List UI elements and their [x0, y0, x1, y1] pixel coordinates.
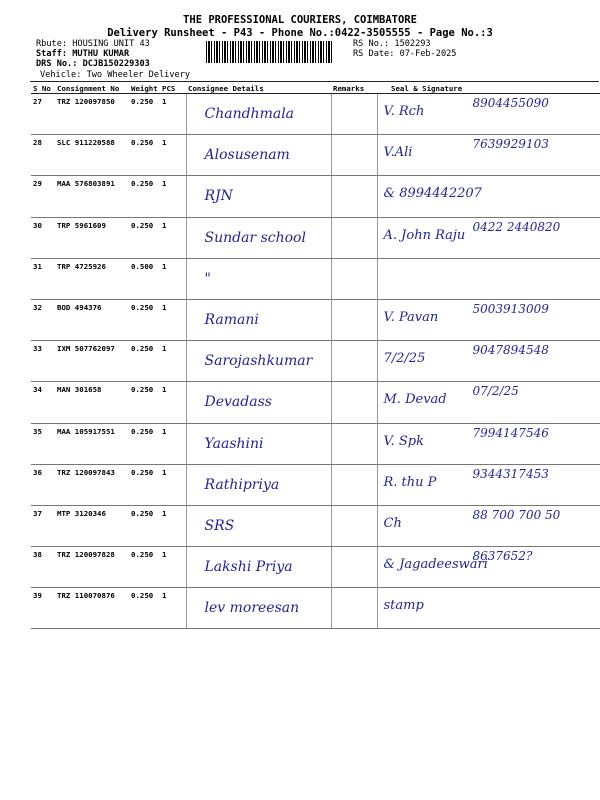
table-row — [31, 341, 600, 382]
row-pcs: 1 — [160, 341, 186, 382]
company-title: THE PROFESSIONAL COURIERS, COIMBATORE — [183, 14, 417, 26]
header-weight: Weight — [129, 84, 160, 94]
row-consignment-no: IXM 507762097 — [55, 341, 129, 382]
row-pcs: 1 — [160, 94, 186, 135]
row-weight: 0.250 — [129, 423, 160, 464]
header-remarks: Remarks — [331, 84, 377, 94]
row-remarks — [331, 341, 377, 382]
header-consignment: Consignment No — [55, 84, 129, 94]
row-consignee-cell — [186, 258, 331, 299]
row-consignee-cell — [186, 299, 331, 340]
row-pcs: 1 — [160, 258, 186, 299]
row-pcs: 1 — [160, 505, 186, 546]
consignee-handwriting: Rathipriya — [204, 476, 280, 493]
row-sno: 27 — [31, 94, 55, 135]
header-consignee: Consignee Details — [186, 84, 331, 94]
table-row — [31, 176, 600, 217]
consignee-handwriting: lev moreesan — [204, 600, 300, 617]
vehicle-label: Vehicle: Two Wheeler Delivery — [40, 70, 191, 80]
row-consignment-no: TRZ 120097828 — [55, 547, 129, 588]
row-weight: 0.250 — [129, 382, 160, 423]
drs-label: DRS No.: DCJB150229303 — [36, 59, 150, 69]
consignee-handwriting: Alosusenam — [204, 147, 290, 164]
row-weight: 0.250 — [129, 341, 160, 382]
phone-handwriting: 5003913009 — [472, 301, 549, 316]
row-signature-cell — [377, 547, 600, 588]
phone-handwriting: 0422 2440820 — [472, 219, 561, 234]
row-signature-cell — [377, 299, 600, 340]
row-signature-cell — [377, 505, 600, 546]
row-consignment-no: TRZ 120097843 — [55, 464, 129, 505]
row-weight: 0.250 — [129, 299, 160, 340]
row-sno: 36 — [31, 464, 55, 505]
row-remarks — [331, 217, 377, 258]
table-row — [31, 135, 600, 176]
table-row — [31, 299, 600, 340]
header-sno: S No — [31, 84, 55, 94]
row-sno: 34 — [31, 382, 55, 423]
row-weight: 0.250 — [129, 464, 160, 505]
row-consignee-cell — [186, 382, 331, 423]
table-row — [31, 258, 600, 299]
phone-handwriting: 7639929103 — [472, 137, 549, 152]
signature-handwriting: V.Ali — [383, 145, 413, 161]
row-weight: 0.250 — [129, 547, 160, 588]
row-consignee-cell — [186, 588, 331, 629]
row-consignment-no: MTP 3120346 — [55, 505, 129, 546]
row-pcs: 1 — [160, 382, 186, 423]
row-sno: 30 — [31, 217, 55, 258]
row-remarks — [331, 135, 377, 176]
signature-handwriting: 7/2/25 — [383, 351, 426, 367]
signature-handwriting: M. Devad — [383, 392, 447, 408]
consignee-handwriting: Sundar school — [204, 229, 306, 246]
row-signature-cell — [377, 588, 600, 629]
runsheet-subtitle: Delivery Runsheet - P43 - Phone No.:0422-3505555 - Page No.:3 — [107, 27, 493, 39]
table-row — [31, 423, 600, 464]
row-pcs: 1 — [160, 588, 186, 629]
row-signature-cell — [377, 464, 600, 505]
consignee-handwriting: SRS — [204, 517, 235, 534]
row-consignee-cell — [186, 505, 331, 546]
row-sno: 32 — [31, 299, 55, 340]
phone-handwriting: 7994147546 — [472, 425, 549, 440]
consignee-handwriting: Lakshi Priya — [204, 559, 293, 576]
row-consignee-cell — [186, 217, 331, 258]
phone-handwriting: 8904455090 — [472, 96, 549, 110]
table-row — [31, 505, 600, 546]
row-consignee-cell — [186, 135, 331, 176]
table-row — [31, 217, 600, 258]
table-row — [31, 547, 600, 588]
row-signature-cell — [377, 258, 600, 299]
signature-handwriting: & 8994442207 — [383, 186, 482, 202]
header-pcs: PCS — [160, 84, 186, 94]
staff-label: Staff: MUTHU KUMAR — [36, 49, 130, 59]
row-sno: 33 — [31, 341, 55, 382]
signature-handwriting: A. John Raju — [383, 227, 466, 243]
row-signature-cell — [377, 423, 600, 464]
consignee-handwriting: " — [204, 270, 211, 287]
row-remarks — [331, 464, 377, 505]
row-consignment-no: BOD 494376 — [55, 299, 129, 340]
phone-handwriting: 9047894548 — [472, 343, 549, 358]
row-pcs: 1 — [160, 547, 186, 588]
row-sno: 29 — [31, 176, 55, 217]
header-signature: Seal & Signature — [377, 84, 600, 94]
row-remarks — [331, 547, 377, 588]
row-sno: 28 — [31, 135, 55, 176]
table-header-row — [31, 84, 600, 94]
consignee-handwriting: Chandhmala — [204, 106, 295, 122]
row-weight: 0.500 — [129, 258, 160, 299]
row-consignment-no: TRP 5961609 — [55, 217, 129, 258]
route-label: Rbute: HOUSING UNIT 43 — [36, 39, 150, 49]
signature-handwriting: stamp — [383, 598, 424, 614]
row-pcs: 1 — [160, 299, 186, 340]
signature-handwriting: V. Rch — [383, 104, 425, 119]
row-signature-cell — [377, 341, 600, 382]
table-row — [31, 94, 600, 135]
row-pcs: 1 — [160, 135, 186, 176]
row-weight: 0.250 — [129, 135, 160, 176]
signature-handwriting: Ch — [383, 515, 402, 531]
row-pcs: 1 — [160, 464, 186, 505]
row-pcs: 1 — [160, 217, 186, 258]
row-sno: 37 — [31, 505, 55, 546]
row-weight: 0.250 — [129, 217, 160, 258]
row-consignee-cell — [186, 176, 331, 217]
row-signature-cell — [377, 135, 600, 176]
row-consignee-cell — [186, 423, 331, 464]
row-consignment-no: TRP 4725926 — [55, 258, 129, 299]
row-remarks — [331, 382, 377, 423]
row-consignment-no: TRZ 110070876 — [55, 588, 129, 629]
row-remarks — [331, 176, 377, 217]
row-consignee-cell — [186, 547, 331, 588]
row-consignment-no: MAN 301658 — [55, 382, 129, 423]
phone-handwriting: 88 700 700 50 — [472, 507, 561, 522]
row-weight: 0.250 — [129, 505, 160, 546]
phone-handwriting: 07/2/25 — [472, 384, 519, 399]
signature-handwriting: R. thu P — [383, 474, 437, 490]
row-pcs: 1 — [160, 176, 186, 217]
row-signature-cell — [377, 176, 600, 217]
signature-handwriting: V. Spk — [383, 433, 424, 449]
rs-date: RS Date: 07-Feb-2025 — [353, 49, 457, 59]
row-signature-cell — [377, 94, 600, 135]
row-signature-cell — [377, 382, 600, 423]
row-remarks — [331, 94, 377, 135]
rs-number: RS No.: 1502293 — [353, 39, 431, 49]
row-signature-cell — [377, 217, 600, 258]
table-row — [31, 588, 600, 629]
consignee-handwriting: Devadass — [204, 394, 272, 411]
row-consignee-cell — [186, 341, 331, 382]
header-divider — [30, 81, 599, 82]
table-row — [31, 464, 600, 505]
row-sno: 39 — [31, 588, 55, 629]
row-sno: 35 — [31, 423, 55, 464]
consignee-handwriting: Yaashini — [204, 435, 264, 452]
signature-handwriting: & Jagadeeswari — [383, 557, 488, 573]
row-pcs: 1 — [160, 423, 186, 464]
row-consignee-cell — [186, 94, 331, 135]
table-row — [31, 382, 600, 423]
row-sno: 31 — [31, 258, 55, 299]
row-consignment-no: SLC 911220588 — [55, 135, 129, 176]
consignee-handwriting: Ramani — [204, 311, 259, 328]
phone-handwriting: 8637652? — [472, 549, 533, 564]
runsheet-table — [31, 84, 600, 629]
consignee-handwriting: RJN — [204, 188, 233, 205]
row-remarks — [331, 505, 377, 546]
row-remarks — [331, 423, 377, 464]
row-sno: 38 — [31, 547, 55, 588]
row-weight: 0.250 — [129, 176, 160, 217]
consignee-handwriting: Sarojashkumar — [204, 353, 313, 370]
row-remarks — [331, 299, 377, 340]
row-weight: 0.250 — [129, 588, 160, 629]
row-consignment-no: MAA 105917551 — [55, 423, 129, 464]
row-consignee-cell — [186, 464, 331, 505]
row-weight: 0.250 — [129, 94, 160, 135]
row-consignment-no: TRZ 120097850 — [55, 94, 129, 135]
signature-handwriting: V. Pavan — [383, 309, 439, 325]
row-consignment-no: MAA 576803891 — [55, 176, 129, 217]
barcode-image — [206, 41, 334, 63]
row-remarks — [331, 258, 377, 299]
phone-handwriting: 9344317453 — [472, 466, 549, 481]
row-remarks — [331, 588, 377, 629]
